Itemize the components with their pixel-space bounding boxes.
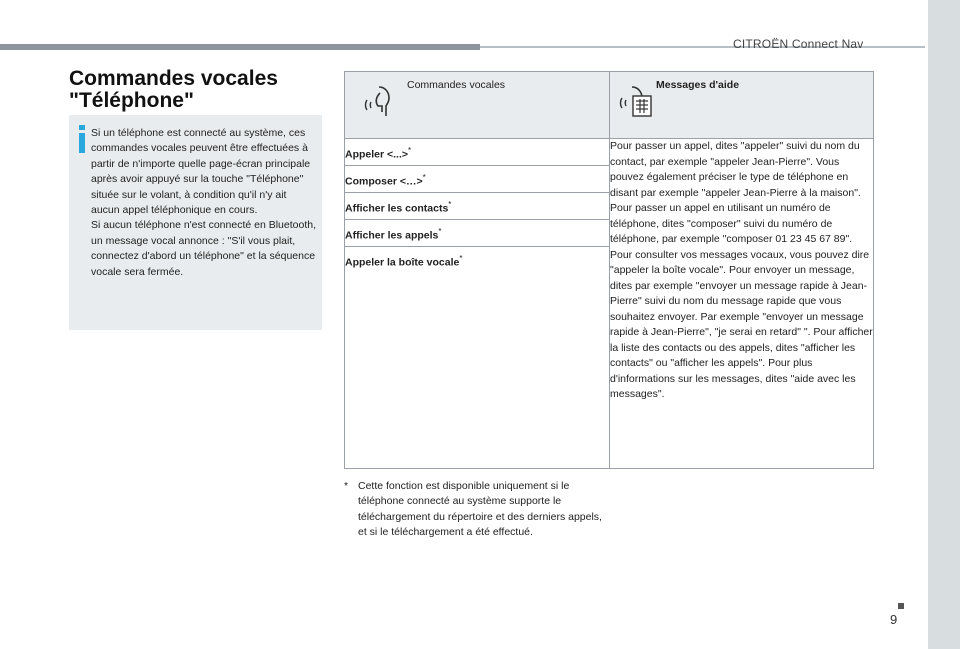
info-paragraph: Si aucun téléphone n'est connecté en Bluetooth, un message vocal annonce : "S'il vous plait, connectez d'abord un téléphone" et la séquence vocale sera fermée. bbox=[91, 219, 317, 278]
footnote-mark: * bbox=[422, 173, 426, 182]
footnote bbox=[344, 479, 604, 541]
footnote-mark: * bbox=[344, 480, 349, 492]
page-edge-band bbox=[928, 0, 960, 649]
table-row bbox=[345, 247, 610, 274]
command-label: Composer <…> bbox=[345, 175, 423, 188]
info-box bbox=[69, 115, 322, 330]
info-text bbox=[91, 126, 316, 280]
voice-commands-table bbox=[344, 71, 874, 469]
command-label: Appeler la boîte vocale bbox=[345, 256, 460, 269]
table-row-filler bbox=[345, 273, 610, 469]
command-label: Afficher les contacts bbox=[345, 202, 449, 215]
footnote-mark: * bbox=[408, 146, 412, 155]
footnote-mark: * bbox=[438, 227, 442, 236]
info-icon bbox=[79, 125, 85, 153]
table-row bbox=[345, 220, 610, 247]
section-title bbox=[69, 68, 278, 112]
brand-label: CITROËN Connect Nav bbox=[733, 37, 864, 51]
table-row bbox=[345, 139, 610, 166]
section-title-line2: "Téléphone" bbox=[69, 89, 194, 112]
info-paragraph: Si un téléphone est connecté au système, ces commandes vocales peuvent être effectuées à partir de n'importe quelle page-écran principale après avoir appuyé sur la touche "Téléphone" située sur le volant, à condition qu'il n'y ait aucun appel téléphonique en cours. bbox=[91, 127, 311, 217]
help-message-icon bbox=[618, 82, 654, 118]
table-header-commands-label: Commandes vocales bbox=[407, 79, 506, 91]
table-header-help-label: Messages d'aide bbox=[656, 79, 740, 91]
footnote-text: Cette fonction est disponible uniquement si le téléphone connecté au système supporte le téléchargement du répertoire et des derniers appels, et si le téléchargement a été effectué. bbox=[358, 480, 602, 539]
section-title-line1: Commandes vocales bbox=[69, 67, 278, 90]
page-marker bbox=[898, 603, 904, 609]
table-header-commands bbox=[345, 72, 610, 139]
table-row bbox=[345, 166, 610, 193]
command-label: Appeler <...> bbox=[345, 148, 409, 161]
table-row bbox=[345, 193, 610, 220]
command-label: Afficher les appels bbox=[345, 229, 439, 242]
footnote-mark: * bbox=[448, 200, 452, 209]
page-number: 9 bbox=[890, 612, 898, 627]
footnote-mark: * bbox=[459, 254, 463, 263]
table-header-help bbox=[610, 72, 874, 139]
voice-command-icon bbox=[359, 82, 395, 118]
header-rule bbox=[0, 44, 480, 50]
help-message-cell: Pour passer un appel, dites "appeler" suivi du nom du contact, par exemple "appeler Jean-Pierre". Vous pouvez également préciser le type de téléphone en disant par exemple "appeler Jean-Pierre à la maison". Pour passer un appel en utilisant un numéro de téléphone, dites "composer" suivi du numéro de téléphone, par exemple "composer 01 23 45 67 89". Pour consulter vos messages vocaux, vous pouvez dire "appeler la boîte vocale". Pour envoyer un message, dites par exemple "envoyer un message rapide à Jean-Pierre" suivi du nom du message rapide que vous souhaitez envoyer. Par exemple "envoyer un message rapide à Jean-Pierre", "je serai en retard" ". Pour afficher la liste des contacts ou des appels, dites "afficher les contacts" ou "afficher les appels". Pour plus d'informations sur les messages, dites "aide avec les messages". bbox=[610, 139, 874, 469]
